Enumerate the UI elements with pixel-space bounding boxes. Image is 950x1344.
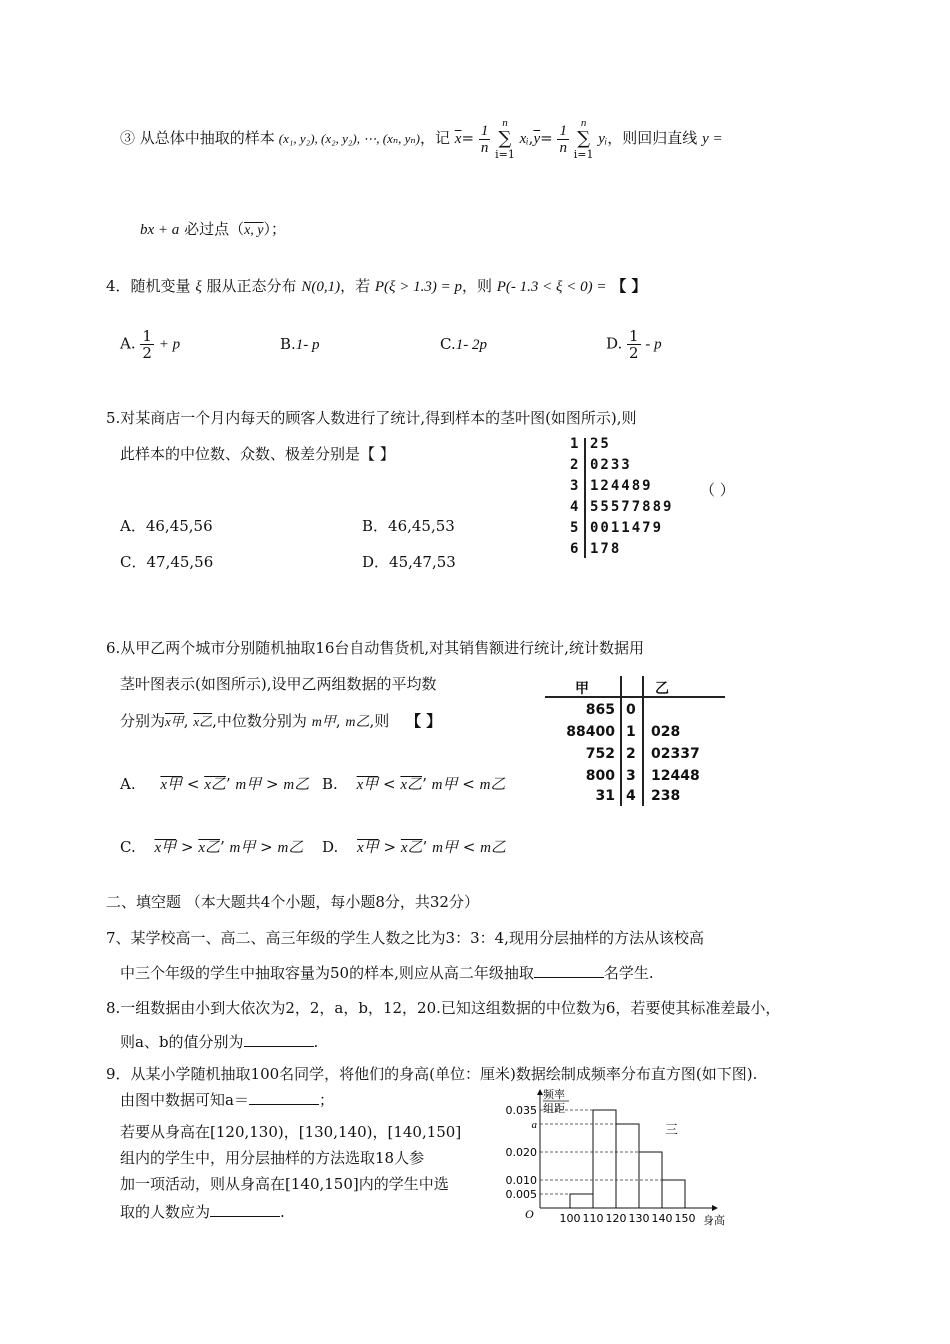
stem: 1 — [570, 436, 581, 452]
y-tick-label: a — [531, 1119, 537, 1131]
q6-text-a: 分别为 — [120, 712, 166, 730]
opt-rel2: > — [260, 838, 273, 856]
q4-opt-c-rest: 1- 2p — [455, 337, 487, 353]
x-tick-label: 150 — [674, 1212, 696, 1225]
q4-option-b — [280, 335, 320, 354]
q5-row — [570, 457, 632, 473]
stem: 4 — [570, 499, 581, 515]
leaves: 25 — [590, 436, 611, 452]
stem: 6 — [570, 541, 581, 557]
item3-prefix: ③ 从总体中抽取的样本 — [120, 129, 275, 147]
q5-option-d: D．45,47,53 — [362, 553, 456, 571]
xlabel: 身高 — [703, 1214, 725, 1227]
opt-rel1: < — [186, 775, 200, 793]
q6-answer-bracket: 【 】 — [406, 712, 442, 730]
opt-xbar-jia: x甲 — [154, 840, 177, 856]
q4-opt-a-label: A. — [120, 334, 136, 353]
q4-opt-a-frac — [140, 328, 154, 361]
opt-xbar-jia: x甲 — [160, 777, 183, 793]
q6-xbar-jia: x甲 — [165, 714, 184, 729]
q4-cond: P(ξ > 1.3) = p — [374, 279, 462, 295]
q6-head-jia: 甲 — [575, 681, 589, 697]
q6-opt-label: B. — [322, 775, 338, 793]
q4-opt-d-label: D. — [606, 334, 623, 353]
q6-text-c: ,则 — [369, 712, 390, 730]
q9-answer-blank-a[interactable] — [249, 1090, 319, 1105]
opt-m-jia: m甲 — [431, 777, 458, 793]
opt-rel1: > — [383, 838, 397, 856]
q4-dist: N(0,1) — [301, 279, 341, 295]
q6-right-leaves: 238 — [651, 788, 681, 804]
item3-ybar: $\overline{y}$ — [533, 131, 541, 147]
opt-m-yi: m乙 — [480, 840, 506, 856]
q5-row — [570, 436, 611, 452]
q4-text-c: ，若 — [340, 277, 371, 295]
q4-text-d: ，则 — [461, 277, 492, 295]
leaves: 124489 — [590, 478, 653, 494]
sum-bot: i=1 — [495, 148, 515, 161]
q5-option-c: C．47,45,56 — [120, 553, 214, 571]
q9-text-a: 由图中数据可知a＝ — [120, 1091, 249, 1109]
sum2-top: n — [580, 117, 587, 129]
item3-sum1 — [495, 115, 515, 163]
opt-xbar-jia: x甲 — [357, 840, 379, 856]
q9-line2 — [120, 1089, 334, 1110]
q6-stem: 0 — [626, 702, 636, 718]
opt-rel2: < — [462, 838, 476, 856]
q9-line4: 组内的学生中，用分层抽样的方法选取18人参 — [120, 1149, 425, 1167]
q9-line6 — [120, 1201, 285, 1222]
q6-m-jia: m甲 — [311, 715, 336, 730]
q4-option-a — [120, 328, 180, 361]
q6-head-yi: 乙 — [655, 681, 669, 697]
q9-frequency-histogram — [495, 1088, 735, 1230]
item3-eq: = — [461, 129, 475, 147]
q6-table-vline-right — [642, 676, 644, 806]
histogram-bar-2 — [616, 1124, 639, 1208]
leaves: 55577889 — [590, 499, 674, 515]
histogram-bar-0 — [570, 1194, 593, 1208]
q6-right-leaves: 028 — [651, 724, 681, 740]
sum-sign: ∑ — [498, 128, 512, 149]
stem: 3 — [570, 478, 581, 494]
q4-opt-c-label: C. — [440, 335, 456, 353]
q7-text-b: 名学生. — [603, 964, 654, 982]
y-tick-label: 0.020 — [505, 1146, 537, 1159]
q6-stem: 2 — [626, 746, 636, 762]
opt-m-yi: m乙 — [283, 777, 310, 793]
q6-xbar-yi: x乙 — [193, 714, 213, 729]
q5-line1: 5.对某商店一个月内每天的顾客人数进行了统计,得到样本的茎叶图(如图所示),则 — [106, 409, 637, 427]
q7-text-a: 中三个年级的学生中抽取容量为50的样本,则应从高二年级抽取 — [120, 964, 534, 982]
q5-row — [570, 541, 622, 557]
q4-text-a: 4．随机变量 — [106, 277, 191, 295]
item3-point: x, y — [244, 223, 264, 238]
x-tick-label: 110 — [582, 1212, 604, 1225]
q8-text-a: 则a、b的值分别为 — [120, 1033, 244, 1051]
q6-stem: 3 — [626, 768, 636, 784]
opt-m-jia: m甲 — [229, 840, 256, 856]
x-tick-label: 140 — [651, 1212, 673, 1225]
q6-left-leaves: 800 — [585, 768, 615, 784]
q9-text-c: 取的人数应为 — [120, 1203, 211, 1221]
q6-stem: 4 — [626, 788, 636, 804]
opt-rel2: > — [266, 775, 279, 793]
histogram-bar-1 — [593, 1110, 616, 1208]
x-tick-label: 120 — [605, 1212, 627, 1225]
q9-line5: 加一项活动，则从身高在[140,150]内的学生中选 — [120, 1175, 449, 1193]
opt-m-yi: m乙 — [479, 777, 506, 793]
q5-row — [570, 520, 664, 536]
item3-line1: ③ 从总体中抽取的样本 (x₁, y₂), (x₂, y₂), ⋯, (xₙ, yₙ)，记 $\overline{x}=$ $\frac{1}{n}$ n ∑ i=1 $xᵢ,\overline{y}=$ $\frac{1}{n}$ n ∑ i=1 yᵢ，则回归直线 y = — [120, 117, 723, 161]
frac-num: 1 — [480, 122, 489, 139]
q4-xi: ξ — [195, 279, 202, 295]
q6-option-d: D. x甲 > x乙’ m甲 < m乙 — [322, 838, 506, 856]
sum2-bot: i=1 — [573, 148, 594, 161]
y-tick-label: 0.035 — [505, 1104, 537, 1117]
q8-line1: 8.一组数据由小到大依次为2，2，a，b，12，20.已知这组数据的中位数为6，若要使其标准差最小， — [106, 999, 781, 1017]
ylabel-top: 频率 — [543, 1088, 565, 1101]
opt-xbar-yi: x乙 — [204, 777, 226, 793]
q6-opt-label: D. — [322, 838, 339, 856]
q6-line3: 分别为x甲, x乙,中位数分别为 m甲, m乙,则 【 】 — [120, 712, 442, 730]
q8-line2 — [120, 1031, 318, 1052]
q6-line1: 6.从甲乙两个城市分别随机抽取16台自动售货机,对其销售额进行统计,统计数据用 — [106, 639, 644, 657]
q5-option-b: B．46,45,53 — [362, 517, 455, 535]
item3-yeq: y = — [702, 131, 723, 147]
q6-text-b: ,中位数分别为 — [212, 712, 307, 730]
q6-left-leaves: 31 — [595, 788, 615, 804]
q6-stemleaf-table — [545, 676, 725, 806]
q6-opt-label: A. — [120, 775, 136, 793]
q6-option-a: A. x甲 < x乙’ m甲 > m乙 — [120, 775, 310, 793]
x-tick-label: 100 — [559, 1212, 581, 1225]
q8-answer-blank[interactable] — [244, 1032, 314, 1047]
q4-option-d — [606, 328, 662, 361]
q6-option-c: C. x甲 > x乙’ m甲 > m乙 — [120, 838, 304, 856]
stem: 2 — [570, 457, 581, 473]
q6-right-leaves: 12448 — [651, 768, 700, 784]
q6-stem: 1 — [626, 724, 636, 740]
q6-right-leaves: 02337 — [651, 746, 700, 762]
q6-left-leaves: 88400 — [566, 724, 615, 740]
q7-line2 — [120, 962, 654, 983]
item3-line2 — [140, 218, 286, 239]
histogram-bar-4 — [662, 1180, 685, 1208]
q9-answer-blank-count[interactable] — [210, 1202, 280, 1217]
opt-xbar-yi: x乙 — [400, 777, 423, 793]
q4-opt-d-frac — [627, 328, 641, 361]
y-tick-label: 0.005 — [505, 1188, 537, 1201]
opt-xbar-yi: x乙 — [400, 840, 423, 856]
frac-den: n — [480, 139, 489, 156]
opt-rel1: > — [180, 838, 194, 856]
histogram-y-ticks — [506, 1104, 538, 1201]
q6-left-leaves: 865 — [585, 702, 615, 718]
q5-answer-blank: （ ） — [700, 481, 735, 499]
frac2-den: n — [559, 139, 567, 156]
q9-line3: 若要从身高在[120,130)，[130,140)，[140,150] — [120, 1123, 462, 1141]
q5-row — [570, 478, 653, 494]
q5-stemleaf-divider — [584, 438, 586, 558]
chart-annotation: 三 — [665, 1123, 679, 1138]
item3-then: ，则回归直线 — [607, 129, 698, 147]
x-tick-label: 130 — [628, 1212, 650, 1225]
q6-m-yi: m乙 — [345, 715, 370, 730]
q8-text-b: . — [313, 1033, 319, 1051]
q4-option-c — [440, 335, 487, 354]
item3-expr: bx + a — [140, 222, 180, 238]
item3-yi: yᵢ — [598, 131, 608, 147]
item3-sum2 — [574, 115, 594, 163]
q6-opt-label: C. — [120, 838, 136, 856]
item3-xbar: $\overline{x}$ — [454, 131, 462, 147]
q4-opt-d-den: 2 — [629, 344, 639, 362]
q4-opt-d-rest: - p — [645, 336, 662, 353]
origin-label: O — [525, 1207, 534, 1221]
q9-line1: 9．从某小学随机抽取100名同学，将他们的身高(单位：厘米)数据绘制成频率分布直方图(如下图). — [106, 1065, 758, 1083]
sum2-sign: ∑ — [577, 128, 591, 149]
item3-passes: 必过点（ — [184, 220, 245, 238]
opt-xbar-jia: x甲 — [356, 777, 379, 793]
q4-opt-a-rest: + p — [158, 336, 181, 353]
item3-frac2 — [557, 123, 569, 156]
q6-left-leaves: 752 — [585, 746, 615, 762]
opt-xbar-yi: x乙 — [198, 840, 220, 856]
opt-rel2: < — [462, 775, 475, 793]
q4-text-b: 服从正态分布 — [206, 277, 297, 295]
q4-opt-a-num: 1 — [142, 327, 152, 345]
q4-opt-a-den: 2 — [142, 344, 152, 362]
opt-m-jia: m甲 — [432, 840, 458, 856]
q4-ask: P(- 1.3 < ξ < 0) = — [496, 279, 607, 295]
q4-opt-b-label: B. — [280, 335, 296, 353]
leaves: 0233 — [590, 457, 632, 473]
opt-rel1: < — [383, 775, 396, 793]
q5-option-a: A．46,45,56 — [120, 517, 213, 535]
item3-frac — [479, 123, 491, 156]
leaves: 0011479 — [590, 520, 664, 536]
q6-table-vline-left — [620, 676, 622, 806]
leaves: 178 — [590, 541, 622, 557]
q4-stem — [106, 275, 646, 296]
opt-m-yi: m乙 — [277, 840, 304, 856]
q5-row — [570, 499, 674, 515]
frac2-num: 1 — [559, 122, 567, 139]
stem: 5 — [570, 520, 581, 536]
ylabel-bottom: 组距 — [543, 1102, 565, 1115]
item3-ji: ，记 — [420, 129, 451, 147]
q6-table-hline — [545, 696, 725, 698]
q6-line2: 茎叶图表示(如图所示),设甲乙两组数据的平均数 — [120, 675, 437, 693]
section-heading: 二、填空题 （本大题共4个小题，每小题8分，共32分） — [106, 893, 479, 911]
histogram-x-ticks — [560, 1212, 696, 1225]
item3-close: ）； — [263, 220, 287, 238]
q5-line2: 此样本的中位数、众数、极差分别是【 】 — [120, 445, 395, 463]
item3-xi: xᵢ — [519, 131, 529, 147]
q7-answer-blank[interactable] — [534, 963, 604, 978]
q4-opt-d-num: 1 — [629, 327, 639, 345]
sum-top: n — [502, 117, 508, 129]
q7-line1: 7、某学校高一、高二、高三年级的学生人数之比为3：3：4,现用分层抽样的方法从该校高 — [106, 929, 704, 947]
item3-eq2: = — [540, 129, 553, 147]
item3-samples: (x₁, y₂), (x₂, y₂), ⋯, (xₙ, yₙ) — [278, 131, 420, 146]
q6-option-b: B. x甲 < x乙’ m甲 < m乙 — [322, 775, 506, 793]
q9-text-d: . — [280, 1203, 285, 1221]
y-tick-label: 0.010 — [505, 1174, 537, 1187]
opt-m-jia: m甲 — [235, 777, 262, 793]
q4-opt-b-rest: 1- p — [295, 337, 320, 353]
q9-text-b: ； — [318, 1091, 334, 1109]
q4-answer-bracket: 【 】 — [611, 277, 647, 295]
